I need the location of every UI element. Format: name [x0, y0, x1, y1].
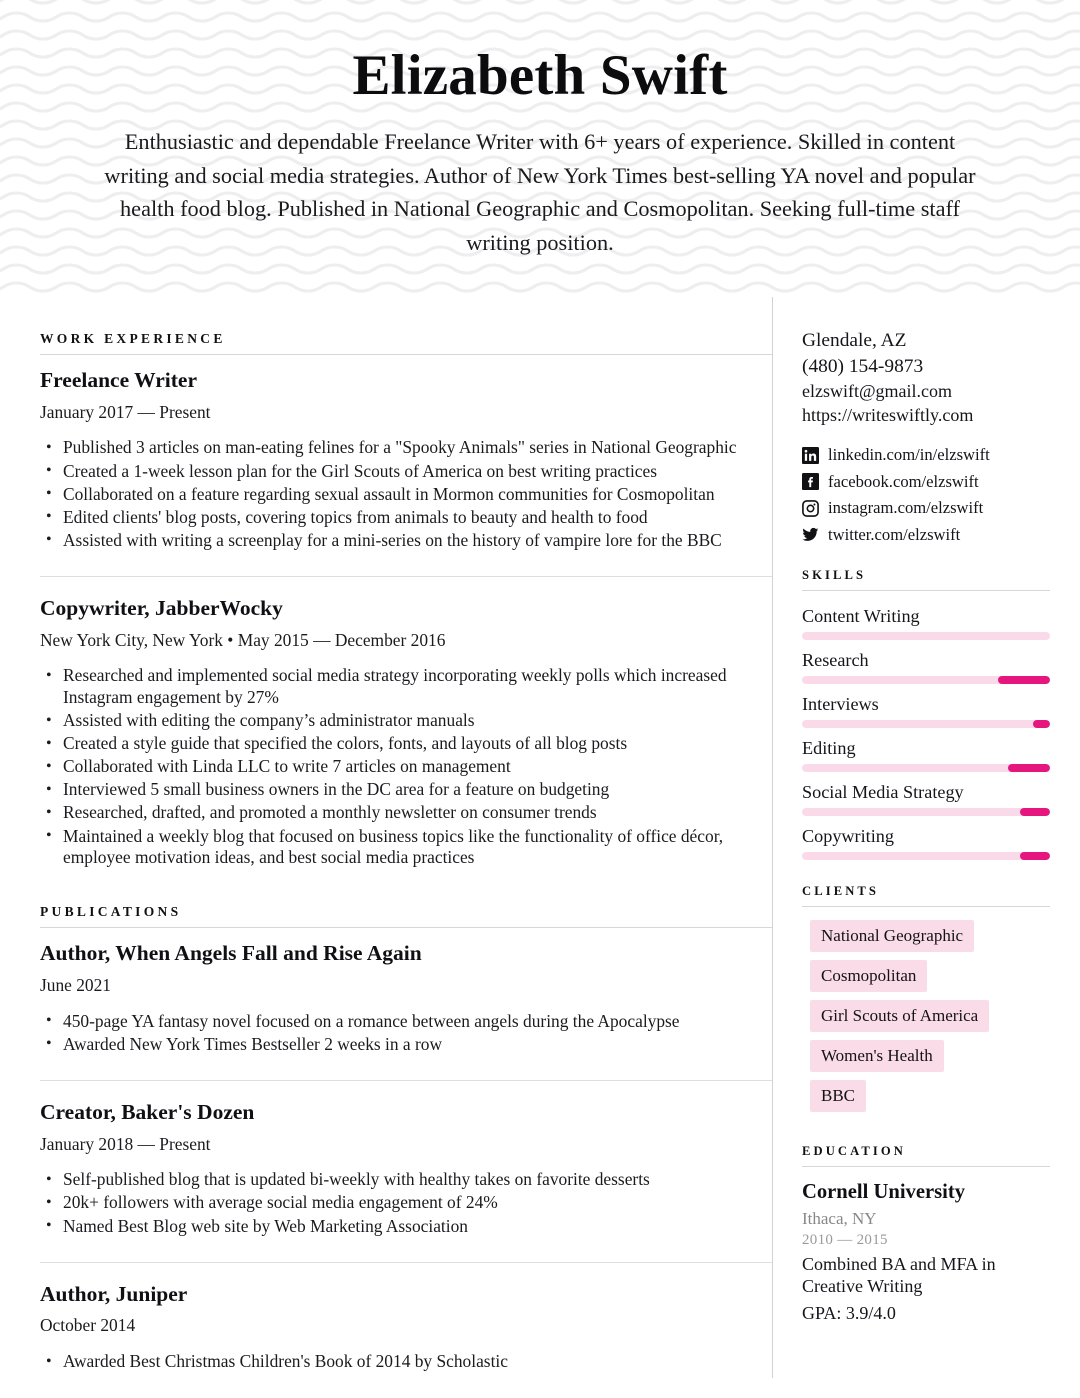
social-link-instagram[interactable] — [802, 499, 1050, 517]
list-item: • Assisted with writing a screenplay for a mini-series on the history of vampire lore for the BBC — [40, 530, 772, 552]
social-links — [802, 446, 1050, 544]
section-heading-education: EDUCATION — [802, 1143, 906, 1158]
publication-bullets — [40, 1351, 772, 1373]
list-item: • Awarded New York Times Bestseller 2 weeks in a row — [40, 1034, 772, 1056]
social-link-twitter[interactable] — [802, 526, 1050, 544]
list-item: • Edited clients' blog posts, covering topics from animals to beauty and health to food — [40, 507, 772, 529]
publication-meta: January 2018 — Present — [40, 1133, 211, 1154]
contact-location: Glendale, AZ — [802, 330, 907, 351]
section-heading-clients: CLIENTS — [802, 883, 879, 898]
main-column — [0, 297, 772, 1378]
contact-phone[interactable]: (480) 154-9873 — [802, 355, 924, 377]
skill-bar-fill — [1033, 720, 1050, 728]
page-title: Elizabeth Swift — [352, 44, 728, 107]
section-divider — [40, 354, 772, 355]
skill-label: Interviews — [802, 693, 879, 714]
skill-label: Editing — [802, 737, 856, 758]
section-skills — [802, 568, 1050, 860]
skill-label: Social Media Strategy — [802, 781, 964, 802]
publication-entry — [40, 1100, 772, 1243]
list-item: • Awarded Best Christmas Children's Book of 2014 by Scholastic — [40, 1351, 772, 1373]
entry-divider — [40, 576, 772, 577]
skill-bar-fill — [1008, 764, 1050, 772]
list-item: • Maintained a weekly blog that focused on business topics like the functionality of office décor, employee motivation ideas, and best social media practices — [40, 826, 772, 869]
social-link-label: instagram.com/elzswift — [828, 498, 984, 518]
publication-title: Creator, Baker's Dozen — [40, 1099, 255, 1124]
client-pill: Cosmopolitan — [810, 960, 927, 992]
list-item: • Named Best Blog web site by Web Marketing Association — [40, 1216, 772, 1238]
skill-item — [802, 780, 1050, 816]
publication-bullets — [40, 1011, 772, 1056]
work-entry — [40, 368, 772, 557]
list-item: • Collaborated with Linda LLC to write 7 articles on management — [40, 756, 772, 778]
section-publications — [40, 904, 772, 1378]
publication-entry — [40, 941, 772, 1061]
section-work-experience — [40, 331, 772, 874]
job-meta: New York City, New York • May 2015 — December 2016 — [40, 629, 446, 650]
job-title: Copywriter, JabberWocky — [40, 595, 283, 620]
publication-entry — [40, 1282, 772, 1379]
skill-item — [802, 824, 1050, 860]
list-item: • 20k+ followers with average social media engagement of 24% — [40, 1192, 772, 1214]
contact-block — [802, 328, 1050, 427]
list-item: • Interviewed 5 small business owners in the DC area for a feature on budgeting — [40, 779, 772, 801]
content-columns — [0, 297, 1080, 1378]
education-school: Cornell University — [802, 1180, 966, 1203]
list-item: • Published 3 articles on man-eating felines for a "Spooky Animals" series in National Geographic — [40, 437, 772, 459]
list-item: • Self-published blog that is updated bi-weekly with healthy takes on favorite desserts — [40, 1169, 772, 1191]
skill-item — [802, 736, 1050, 772]
list-item: • Collaborated on a feature regarding sexual assault in Mormon communities for Cosmopolitan — [40, 484, 772, 506]
publication-meta: October 2014 — [40, 1315, 136, 1336]
client-pill-list — [802, 920, 1050, 1120]
skill-item — [802, 692, 1050, 728]
sidebar — [773, 297, 1080, 1324]
skill-bar-fill — [998, 676, 1050, 684]
section-divider — [802, 1166, 1050, 1167]
entry-divider — [40, 1080, 772, 1081]
skill-label: Research — [802, 649, 869, 670]
skill-item — [802, 604, 1050, 640]
education-degree: Combined BA and MFA in Creative Writing — [802, 1254, 996, 1296]
social-link-label: facebook.com/elzswift — [828, 471, 979, 491]
skill-bar-track — [802, 720, 1050, 728]
education-dates: 2010 — 2015 — [802, 1232, 888, 1249]
social-link-label: twitter.com/elzswift — [828, 524, 961, 544]
skill-bar-track — [802, 632, 1050, 640]
job-bullets — [40, 437, 772, 551]
job-title: Freelance Writer — [40, 368, 197, 392]
client-pill: Women's Health — [810, 1040, 944, 1072]
client-pill: National Geographic — [810, 920, 974, 952]
publication-title: Author, Juniper — [40, 1281, 188, 1306]
job-bullets — [40, 665, 772, 868]
skill-label: Content Writing — [802, 605, 920, 626]
section-education — [802, 1144, 1050, 1325]
section-heading-work: WORK EXPERIENCE — [40, 331, 226, 346]
linkedin-icon — [802, 447, 819, 464]
instagram-icon — [802, 500, 819, 517]
spacer — [40, 874, 772, 904]
client-pill: Girl Scouts of America — [810, 1000, 989, 1032]
skill-bar-fill — [1020, 808, 1050, 816]
list-item: • Assisted with editing the company’s administrator manuals — [40, 710, 772, 732]
list-item: • 450-page YA fantasy novel focused on a romance between angels during the Apocalypse — [40, 1011, 772, 1033]
social-link-facebook[interactable] — [802, 473, 1050, 491]
social-link-linkedin[interactable] — [802, 446, 1050, 464]
list-item: • Researched, drafted, and promoted a monthly newsletter on consumer trends — [40, 802, 772, 824]
education-gpa: GPA: 3.9/4.0 — [802, 1303, 896, 1324]
social-link-label: linkedin.com/in/elzswift — [828, 445, 990, 465]
section-heading-publications: PUBLICATIONS — [40, 904, 182, 920]
twitter-icon — [802, 526, 819, 543]
skill-bar-track — [802, 808, 1050, 816]
skill-item — [802, 648, 1050, 684]
skill-label: Copywriting — [802, 825, 894, 846]
skill-bar-track — [802, 676, 1050, 684]
section-clients — [802, 884, 1050, 1120]
education-location: Ithaca, NY — [802, 1209, 877, 1229]
section-heading-skills: SKILLS — [802, 567, 867, 582]
section-divider — [802, 906, 1050, 907]
profile-summary: Enthusiastic and dependable Freelance Writer with 6+ years of experience. Skilled in content writing and social media strategies. Author of New York Times best-selling YA novel and popular health food blog. Published in National Geographic and Cosmopolitan. Seeking full-time staff writing position. — [104, 129, 976, 255]
entry-divider — [40, 1262, 772, 1263]
publication-bullets — [40, 1169, 772, 1237]
list-item: • Created a style guide that specified the colors, fonts, and layouts of all blog posts — [40, 733, 772, 755]
section-divider — [40, 927, 772, 928]
skill-bar-track — [802, 852, 1050, 860]
publication-title: Author, When Angels Fall and Rise Again — [40, 941, 422, 966]
job-meta: January 2017 — Present — [40, 401, 211, 422]
contact-website[interactable]: https://writeswiftly.com — [802, 405, 974, 426]
publication-meta: June 2021 — [40, 974, 112, 995]
skill-bar-track — [802, 764, 1050, 772]
section-divider — [802, 590, 1050, 591]
header-band — [0, 0, 1080, 297]
work-entry — [40, 596, 772, 874]
list-item: • Researched and implemented social media strategy incorporating weekly polls which increased Instagram engagement by 27% — [40, 665, 772, 708]
facebook-icon — [802, 473, 819, 490]
list-item: • Created a 1-week lesson plan for the Girl Scouts of America on best writing practices — [40, 461, 772, 483]
client-pill: BBC — [810, 1080, 866, 1112]
skill-bar-fill — [1020, 852, 1050, 860]
contact-email[interactable]: elzswift@gmail.com — [802, 381, 953, 402]
